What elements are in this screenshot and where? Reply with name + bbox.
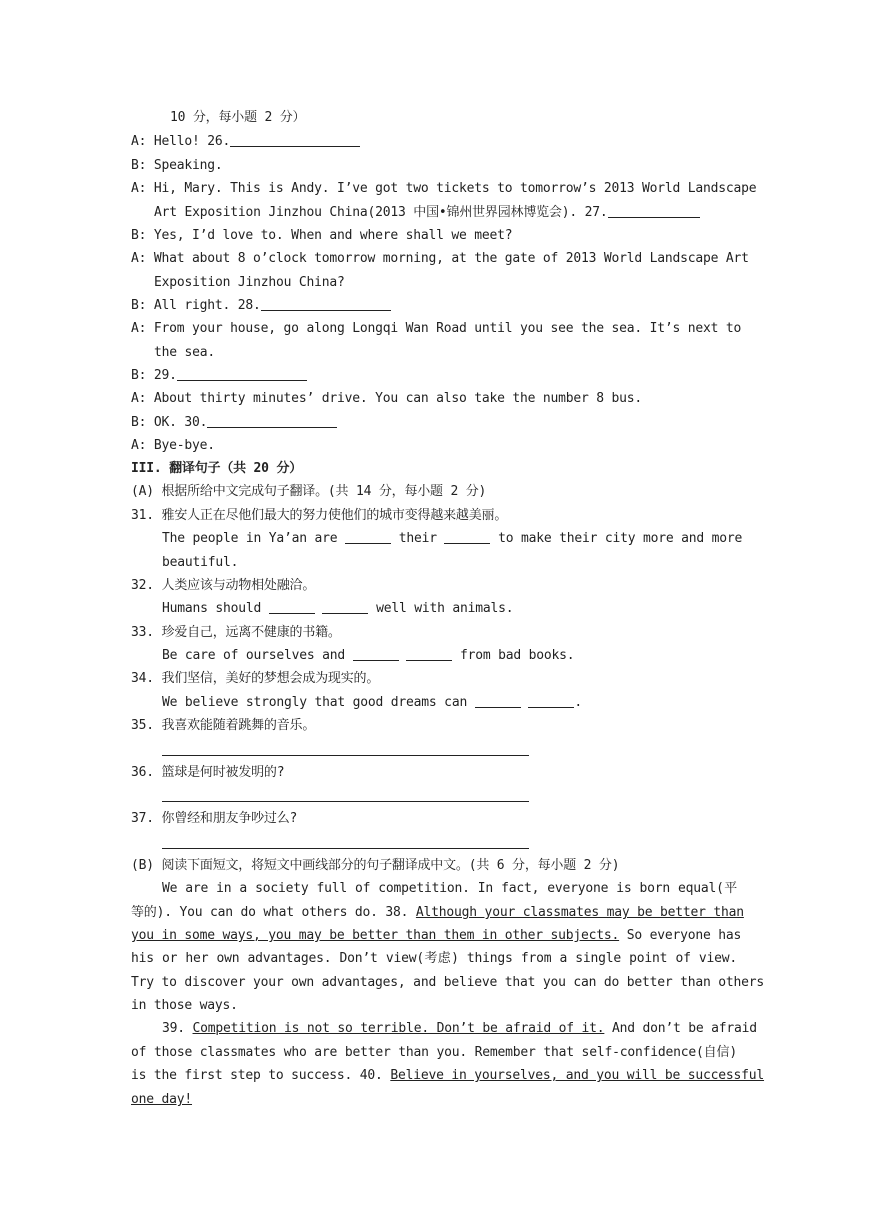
part-a-instruction: (A) 根据所给中文完成句子翻译。(共 14 分，每小题 2 分) [131,484,487,499]
passage-line [131,974,765,992]
speaker: A: [131,321,147,336]
answer-blank-32a[interactable] [269,600,315,614]
sentence-part: The people in Ya’an are [162,531,338,546]
dialogue-line-27 [154,204,700,222]
dialogue-intro: 10 分，每小题 2 分） [170,110,306,125]
question-32 [131,577,315,595]
dialogue-line-29 [131,367,307,385]
sentence-part: Humans should [162,601,262,616]
sentence-part: Be care of ourselves and [162,648,346,663]
sentence-part: well with animals. [376,601,514,616]
answer-blank-31a[interactable] [345,530,391,544]
underlined-sentence-38-cont: you in some ways, you may be better than them in other subjects. [131,928,620,943]
sentence-part: to make their city more and more [498,531,743,546]
question-number: 34. [131,671,154,686]
line-text: Bye-bye. [153,438,215,453]
passage-line [131,950,737,968]
question-number: 33. [131,625,154,640]
passage-text: Try to discover your own advantages, and believe that you can do better than others [131,975,765,990]
underlined-sentence-38: Although your classmates may be better than [415,905,744,920]
sentence-part: from bad books. [459,648,575,663]
dialogue-line [131,157,223,175]
passage-line [131,904,744,922]
question-number: 32. [131,578,154,593]
passage-text: 39. [162,1021,193,1036]
question-chinese: 你曾经和朋友争吵过么? [161,811,298,826]
answer-line-36[interactable] [162,801,529,802]
line-text: About thirty minutes’ drive. You can also take the number 8 bus. [153,391,643,406]
question-31-english-cont: beautiful. [162,555,239,570]
dialogue-line: the sea. [154,345,216,360]
question-number: 31. [131,508,154,523]
question-chinese: 雅安人正在尽他们最大的努力使他们的城市变得越来越美丽。 [161,508,508,523]
question-chinese: 我喜欢能随着跳舞的音乐。 [161,718,316,733]
question-chinese: 珍爱自己，远离不健康的书籍。 [161,625,341,640]
part-b-instruction: (B) 阅读下面短文，将短文中画线部分的句子翻译成中文。(共 6 分，每小题 2 分) [131,858,620,873]
line-text: All right. 28. [153,298,261,313]
line-text: OK. 30. [153,415,208,430]
line-text: From your house, go along Longqi Wan Road until you see the sea. It’s next to [153,321,742,336]
dialogue-line [131,437,215,455]
question-34-english [162,694,582,712]
sentence-part: We believe strongly that good dreams can [162,695,468,710]
speaker: B: [131,228,147,243]
line-text: Art Exposition Jinzhou China(2013 中国•锦州世界园林博览会). 27. [154,205,608,220]
dialogue-line-28 [131,297,391,315]
dialogue-line-26 [131,133,360,151]
speaker: A: [131,391,147,406]
speaker: A: [131,134,147,149]
answer-blank-26[interactable] [230,133,360,147]
speaker: A: [131,181,147,196]
speaker: A: [131,251,147,266]
passage-line [162,880,737,898]
question-number: 36. [131,765,154,780]
passage-line: in those ways. [131,998,238,1013]
answer-blank-33a[interactable] [353,647,399,661]
question-36 [131,764,284,782]
question-32-english [162,600,513,618]
passage-text: 等的). You can do what others do. 38. [131,905,416,920]
line-text: 29. [153,368,177,383]
speaker: B: [131,158,147,173]
question-31 [131,507,507,525]
dialogue-line [131,180,757,198]
question-34 [131,670,379,688]
passage-line [131,1091,192,1109]
passage-line [162,1020,757,1038]
answer-blank-27[interactable] [608,204,700,218]
section-heading: III. 翻译句子（共 20 分） [131,461,303,476]
passage-text: is the first step to success. 40. [131,1068,391,1083]
question-number: 37. [131,811,154,826]
passage-text: So everyone has [619,928,742,943]
line-text: Speaking. [153,158,223,173]
line-text: Hello! 26. [153,134,231,149]
question-chinese: 我们坚信，美好的梦想会成为现实的。 [161,671,380,686]
passage-text: his or her own advantages. Don’t view(考虑) things from a single point of view. [131,951,737,966]
answer-blank-34b[interactable] [528,694,574,708]
passage-text: We are in a society full of competition. In fact, everyone is born equal(平 [162,881,737,896]
question-chinese: 篮球是何时被发明的? [161,765,285,780]
answer-line-35[interactable] [162,755,529,756]
line-text: What about 8 o’clock tomorrow morning, at the gate of 2013 World Landscape Art [153,251,749,266]
answer-line-37[interactable] [162,848,529,849]
question-31-english [162,530,742,548]
speaker: B: [131,368,147,383]
passage-line [131,1067,765,1085]
sentence-part: . [574,695,582,710]
question-33-english [162,647,574,665]
line-text: Hi, Mary. This is Andy. I’ve got two tickets to tomorrow’s 2013 World Landscape [153,181,757,196]
dialogue-line [131,227,512,245]
answer-blank-29[interactable] [177,367,307,381]
dialogue-line [131,390,642,408]
answer-blank-32b[interactable] [322,600,368,614]
dialogue-line [131,320,742,338]
underlined-sentence-40-cont: one day! [131,1092,193,1107]
answer-blank-30[interactable] [207,414,337,428]
answer-blank-34a[interactable] [475,694,521,708]
passage-text: And don’t be afraid [604,1021,757,1036]
question-35 [131,717,315,735]
dialogue-line: Exposition Jinzhou China? [154,275,345,290]
speaker: A: [131,438,147,453]
underlined-sentence-39: Competition is not so terrible. Don’t be afraid of it. [192,1021,605,1036]
question-chinese: 人类应该与动物相处融洽。 [161,578,316,593]
question-37 [131,810,297,828]
speaker: B: [131,298,147,313]
answer-blank-31b[interactable] [444,530,490,544]
question-33 [131,624,341,642]
passage-line [131,1044,737,1062]
line-text: Yes, I’d love to. When and where shall we meet? [153,228,513,243]
dialogue-line [131,250,749,268]
speaker: B: [131,415,147,430]
dialogue-line-30 [131,414,337,432]
question-number: 35. [131,718,154,733]
underlined-sentence-40: Believe in yourselves, and you will be successful [390,1068,765,1083]
answer-blank-28[interactable] [261,297,391,311]
sentence-part: their [398,531,437,546]
passage-line [131,927,742,945]
answer-blank-33b[interactable] [406,647,452,661]
passage-text: of those classmates who are better than you. Remember that self-confidence(自信) [131,1045,737,1060]
